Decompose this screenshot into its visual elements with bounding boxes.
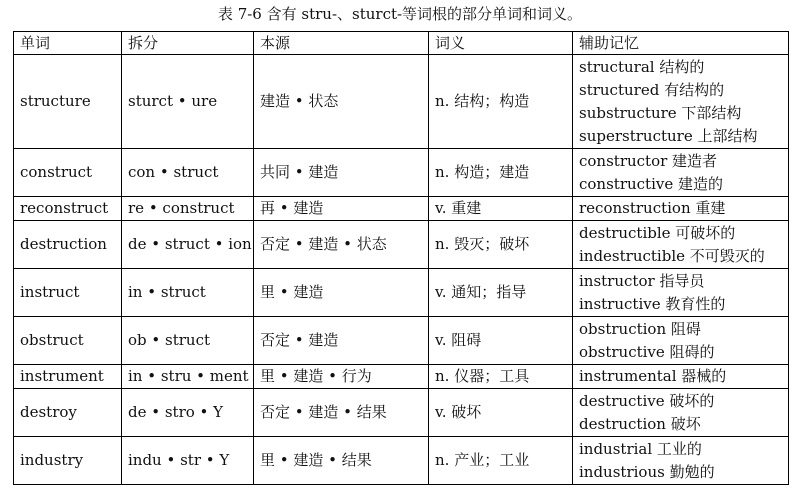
cell-split: sturct • ure [122,55,254,149]
cell-meaning: v. 破坏 [429,389,573,437]
cell-split: ob • struct [122,317,254,365]
cell-split: re • construct [122,197,254,221]
cell-origin: 共同 • 建造 [254,149,429,197]
cell-helper [573,149,789,197]
cell-split: in • stru • ment [122,365,254,389]
table-row [14,197,789,221]
cell-split: de • struct • ion [122,221,254,269]
table-body [14,55,789,485]
helper-line: industrious 勤勉的 [579,462,715,481]
cell-split: con • struct [122,149,254,197]
vocabulary-table [13,31,789,485]
helper-line: obstruction 阻碍 [579,319,701,338]
helper-line: instructive 教育性的 [579,294,726,313]
cell-helper [573,389,789,437]
helper-line: constructor 建造者 [579,151,718,170]
header-helper: 辅助记忆 [573,32,789,55]
cell-origin: 再 • 建造 [254,197,429,221]
helper-line: industrial 工业的 [579,439,702,458]
cell-meaning: n. 仪器；工具 [429,365,573,389]
header-origin: 本源 [254,32,429,55]
cell-meaning: n. 毁灭；破坏 [429,221,573,269]
table-row [14,269,789,317]
cell-helper [573,437,789,485]
helper-line: reconstruction 重建 [579,199,726,217]
helper-line: superstructure 上部结构 [579,126,758,145]
cell-word: structure [14,55,122,149]
cell-word: instrument [14,365,122,389]
helper-line: indestructible 不可毁灭的 [579,246,765,265]
cell-helper [573,55,789,149]
header-split: 拆分 [122,32,254,55]
helper-line: obstructive 阻碍的 [579,342,715,361]
cell-word: instruct [14,269,122,317]
helper-line: destructible 可破坏的 [579,223,736,242]
table-row [14,365,789,389]
cell-split: indu • str • Y [122,437,254,485]
cell-word: reconstruct [14,197,122,221]
cell-word: destroy [14,389,122,437]
cell-split: de • stro • Y [122,389,254,437]
cell-meaning: v. 重建 [429,197,573,221]
cell-word: obstruct [14,317,122,365]
helper-line: destruction 破坏 [579,414,701,433]
cell-meaning: v. 阻碍 [429,317,573,365]
header-row [14,32,789,55]
helper-line: instrumental 器械的 [579,367,727,385]
cell-meaning: n. 产业；工业 [429,437,573,485]
table-row [14,437,789,485]
cell-origin: 里 • 建造 • 行为 [254,365,429,389]
cell-word: construct [14,149,122,197]
cell-helper [573,317,789,365]
table-row [14,55,789,149]
table-row [14,389,789,437]
cell-helper [573,197,789,221]
helper-line: structured 有结构的 [579,80,725,99]
helper-line: destructive 破坏的 [579,391,715,410]
cell-meaning: n. 构造；建造 [429,149,573,197]
cell-helper [573,221,789,269]
cell-origin: 建造 • 状态 [254,55,429,149]
cell-word: industry [14,437,122,485]
cell-origin: 里 • 建造 [254,269,429,317]
table-caption: 表 7-6 含有 stru-、sturct-等词根的部分单词和词义。 [217,5,583,23]
table-row [14,317,789,365]
cell-word: destruction [14,221,122,269]
table-row [14,149,789,197]
header-meaning: 词义 [429,32,573,55]
header-word: 单词 [14,32,122,55]
cell-helper [573,269,789,317]
cell-origin: 里 • 建造 • 结果 [254,437,429,485]
cell-split: in • struct [122,269,254,317]
helper-line: instructor 指导员 [579,271,705,290]
cell-origin: 否定 • 建造 • 状态 [254,221,429,269]
cell-meaning: n. 结构；构造 [429,55,573,149]
helper-line: structural 结构的 [579,57,705,76]
helper-line: substructure 下部结构 [579,103,742,122]
cell-meaning: v. 通知；指导 [429,269,573,317]
cell-origin: 否定 • 建造 • 结果 [254,389,429,437]
cell-helper [573,365,789,389]
cell-origin: 否定 • 建造 [254,317,429,365]
table-row [14,221,789,269]
helper-line: constructive 建造的 [579,174,723,193]
